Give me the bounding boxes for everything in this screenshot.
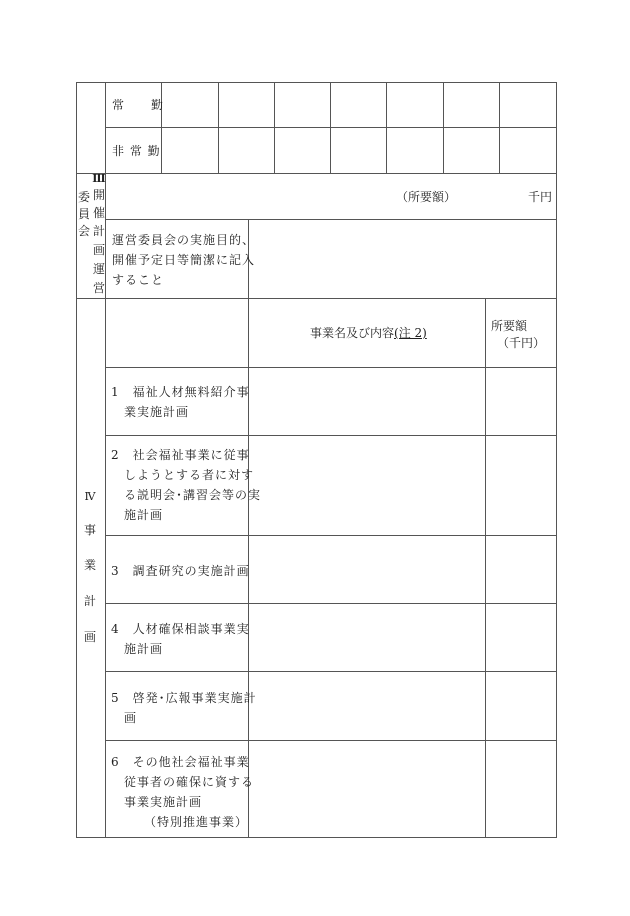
budget-unit: 千円 (528, 190, 553, 204)
label-char: 営 (92, 281, 105, 295)
content-header-text: 事業名及び内容 (310, 326, 395, 340)
text-line: 施計画 (111, 642, 164, 656)
rule (485, 298, 486, 837)
label-char: 事 (83, 523, 96, 537)
text-line: 運営委員会の実施目的、 (112, 233, 256, 247)
label-char: 計 (83, 594, 96, 608)
rule (499, 82, 500, 173)
meeting-instructions (112, 230, 255, 290)
budget-label: （所要額） (396, 190, 457, 204)
label-char: 委 (77, 190, 90, 204)
item-2-label (111, 445, 261, 525)
text-line: る説明会･講習会等の実 (111, 488, 262, 502)
text-line: しようとする者に対す (111, 468, 255, 482)
text-line: すること (112, 273, 165, 287)
rule (76, 837, 557, 838)
rule (105, 367, 557, 368)
label-char: 業 (83, 558, 96, 572)
content-header (310, 327, 427, 339)
text-line: 6 その他社会福祉事業 (111, 755, 250, 769)
rule (386, 82, 387, 173)
rule (105, 535, 557, 536)
note-reference: (注 2) (394, 326, 427, 340)
text-line: 開催予定日等簡潔に記入 (112, 253, 256, 267)
text-line: 4 人材確保相談事業実 (111, 622, 250, 636)
rule (274, 82, 275, 173)
text-line: 従事者の確保に資する (111, 775, 255, 789)
rule (248, 219, 249, 837)
full-time-label: 常 勤 (112, 98, 165, 112)
cost-header-line: 所要額 (491, 319, 528, 333)
text-line: 1 福祉人材無料紹介事 (111, 385, 250, 399)
rule (105, 740, 557, 741)
section-4-numeral: Ⅳ (84, 490, 96, 503)
rule (443, 82, 444, 173)
rule (556, 82, 557, 837)
rule (218, 82, 219, 173)
label-char: 員 (77, 207, 90, 221)
cost-header-line: （千円） (497, 336, 546, 350)
rule (76, 82, 557, 83)
section-3-numeral: Ⅲ (92, 172, 106, 185)
rule (330, 82, 331, 173)
rule (105, 603, 557, 604)
cost-header (491, 318, 545, 352)
text-line: 5 啓発･広報事業実施計 (111, 691, 257, 705)
label-char: 画 (83, 630, 96, 644)
item-1-label (111, 382, 250, 422)
label-char: 計 (92, 224, 105, 238)
rule (76, 173, 557, 174)
rule (105, 671, 557, 672)
item-3-label (111, 561, 250, 581)
label-char: 催 (92, 206, 105, 220)
label-char: 開 (92, 188, 105, 202)
text-line: 2 社会福祉事業に従事 (111, 448, 250, 462)
label-char: 会 (77, 224, 90, 238)
rule (105, 435, 557, 436)
rule (161, 82, 162, 173)
item-5-label (111, 688, 257, 728)
text-line: 画 (111, 711, 138, 725)
part-time-label: 非 常 勤 (112, 144, 161, 158)
text-line: （特別推進事業） (111, 815, 249, 829)
label-char: 画 (92, 243, 105, 257)
rule (105, 127, 557, 128)
label-char: 運 (92, 262, 105, 276)
text-line: 業実施計画 (111, 405, 190, 419)
text-line: 施計画 (111, 508, 164, 522)
meeting-details-field[interactable] (249, 220, 555, 297)
text-line: 事業実施計画 (111, 795, 203, 809)
item-6-label (111, 752, 254, 832)
text-line: 3 調査研究の実施計画 (111, 564, 250, 578)
item-4-label (111, 619, 250, 659)
